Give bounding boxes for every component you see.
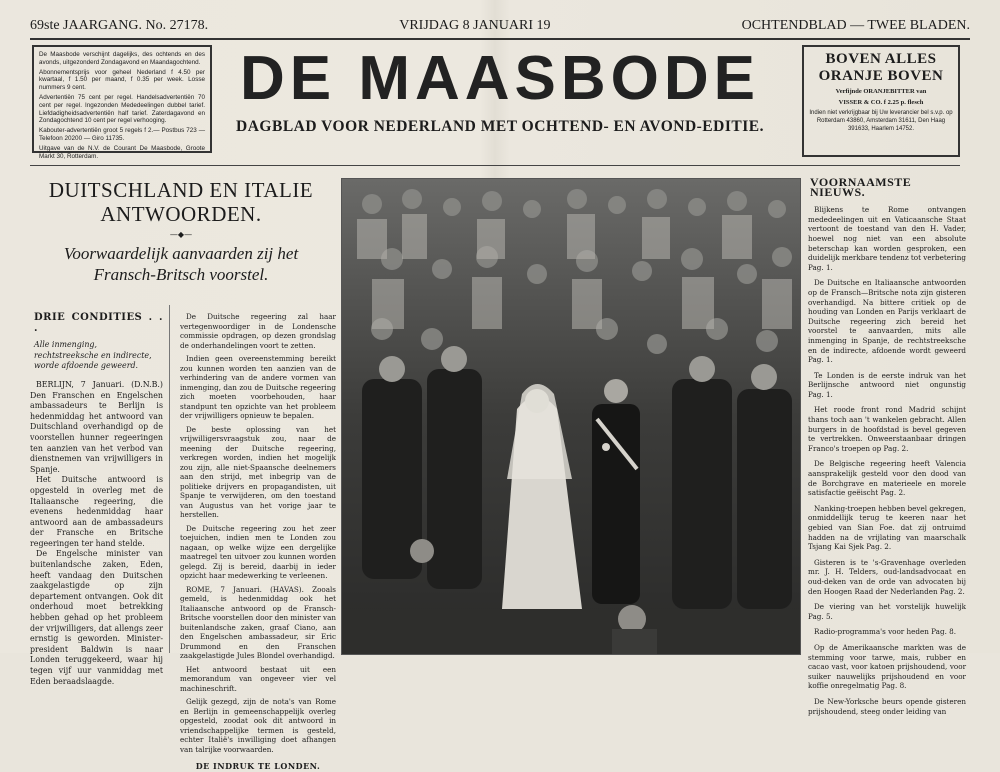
info-paragraph: Advertentiën 75 cent per regel. Handelsadvertentiën 70 cent per regel. Ingezonden Mededeelingen dubbel tarief. Liefdadigheidsadvertentiën half tarief. Zaterdagavond en Zondagochtend 10 cent per regel verhooging. bbox=[39, 93, 205, 125]
article-column-left bbox=[30, 305, 170, 686]
news-text: Radio-programma's voor heden bbox=[814, 627, 929, 637]
article-paragraph: Het Duitsche antwoord is opgesteld in overleg met de Italiaansche regeering, die evenens hedenmiddag haar antwoord aan de ambassadeurs der Fransche en Britsche regeeringen ter hand stelde. bbox=[30, 475, 163, 548]
lead-article-header bbox=[32, 178, 330, 285]
newspaper-title: DE MAASBODE bbox=[239, 44, 761, 113]
news-text: De Duitsche en Italiaansche antwoorden op de Fransch—Britsche nota zijn gisteren overhandigd. Na bittere critiek op de houding van Londen en Parijs verklaart de Duitsche regeering zich bereid het voorstel te aanvaarden, mits alle inmenging in Spanje, de rechtstreeksche en de indirecte, afdoende wordt geweerd bbox=[808, 278, 966, 355]
news-text: De viering van het vorstelijk huwelijk bbox=[814, 602, 966, 612]
article-paragraph: De Duitsche regeering zal haar vertegenwoordiger in de Londensche commissie opdragen, op dezen grondslag de onderhandelingen voort te zetten. bbox=[180, 312, 336, 350]
volume-number: 69ste JAARGANG. No. 27178. bbox=[30, 18, 209, 33]
news-text: Gisteren is te 's-Gravenhage overleden mr. J. H. Telders, oud-landsadvocaat en oud-deken van de orde van advocaten bij den Hoogen Raad der Nederlanden bbox=[808, 557, 966, 596]
news-item bbox=[808, 697, 966, 716]
article-paragraph: Het antwoord bestaat uit een memorandum van ongeveer vier vel machineschrift. bbox=[180, 664, 336, 693]
news-text: De New-Yorksche beurs opende gisteren prijshoudend, steeg onder leiding van bbox=[808, 696, 966, 716]
issue-date: VRIJDAG 8 JANUARI 19 bbox=[399, 18, 551, 33]
news-item bbox=[808, 371, 966, 400]
info-paragraph: De Maasbode verschijnt dagelijks, des ochtends en des avonds, uitgezonderd Zondagavond en Maandagochtend. bbox=[39, 51, 205, 66]
news-page-ref: Pag. 2. bbox=[866, 542, 892, 552]
italic-summary: Alle inmenging, rechtstreeksche en indirecte, worde afdoende geweerd. bbox=[34, 340, 152, 371]
news-item bbox=[808, 643, 966, 691]
ad-line-1: BOVEN ALLES bbox=[825, 51, 937, 67]
photo-image bbox=[342, 179, 800, 654]
subscription-info-box bbox=[32, 45, 212, 160]
edition-label: OCHTENDBLAD — TWEE BLADEN. bbox=[741, 18, 970, 33]
news-text: Nanking-troepen hebben bevel gekregen, onmiddellijk terug te keeren naar het gebied van Sian Foe. dat zij ontruimd hadden na de vrijlating van maarschalk Tsjang Kai Sjek bbox=[808, 503, 966, 552]
info-paragraph: Abonnementsprijs voor geheel Nederland f 4.50 per kwartaal, f 1.50 per maand, f 0.35 per week. Losse nummers 9 cent. bbox=[39, 68, 205, 92]
news-text: Het roode front rond Madrid schijnt thans toch aan 't wankelen gebracht. Allen burgers in de hoofdstad is bevel gegeven te vertrekken. Onweerstaanbaar dringen Franco's troepen op bbox=[808, 405, 966, 453]
ad-small-print: Indien niet verkrijgbaar bij Uw leverancier bel s.v.p. op Rotterdam 43860, Amsterdam 31611, Den Haag 391633, Haarlem 14752. bbox=[809, 110, 953, 132]
news-page-ref: Pag. 1. bbox=[808, 262, 833, 272]
news-page-ref: Pag. 8. bbox=[931, 627, 956, 637]
news-page-ref: Pag. 1. bbox=[808, 355, 833, 365]
article-paragraph: BERLIJN, 7 Januari. (D.N.B.) Den Franschen en Engelschen ambassadeurs te Berlijn is hedenmiddag het antwoord van Duitschland overhandigd op de voorstellen hunner regeeringen ten aanzien van het verbod van dienstnemen van vrijwilligers in Spanje. bbox=[30, 379, 163, 474]
article-paragraph: De beste oplossing van het vrijwilligersvraagstuk zou, naar de meening der Duitsche regeering, verkregen worden, indien het mogelijk zou zijn, alle niet-Spaansche deelnemers aan den strijd, met inbegrip van de politieke drijvers en propagandisten, uit Spanje te verwijderen, om den toestand van Augustus van het vorige jaar te herstellen. bbox=[180, 424, 336, 519]
lead-headline: DUITSCHLAND EN ITALIE ANTWOORDEN. bbox=[48, 178, 314, 226]
article-paragraph: ROME, 7 Januari. (HAVAS). Zooals gemeld, is hedenmiddag ook het Italiaansche antwoord op de Fransch-Britsche voorstellen door den minister van buitenlandsche zaken, graaf Ciano, aan den Engelschen ambassadeur, sir Eric Drummond en den Franschen zaakgelastigde Jules Blondel overhandigd. bbox=[180, 584, 336, 660]
ad-line-3: Verfijnde ORANJEBITTER van bbox=[835, 88, 927, 95]
news-page-ref: Pag. 1. bbox=[808, 389, 833, 399]
news-item bbox=[808, 459, 966, 497]
article-paragraph: Gelijk gezegd, zijn de nota's van Rome en Berlijn in gemeenschappelijk overleg opgesteld, zoodat ook dit antwoord in vriendschappelijke termen is gesteld, echter Italië's inwilliging doet afhangen van talrijke voorwaarden. bbox=[180, 697, 336, 754]
news-text: Te Londen is de eerste indruk van het Berlijnsche antwoord niet ongunstig bbox=[808, 370, 966, 390]
article-column-middle bbox=[176, 312, 336, 771]
article-paragraph: De Duitsche regeering zou het zeer toejuichen, indien men te Londen zou nagaan, op welke wijze een dergelijke maatregel ten uitvoer zou kunnen worden gelegd. Zij is bereid, daarbij in ieder opzicht haar medewerking te verleenen. bbox=[180, 523, 336, 580]
article-paragraph: De Engelsche minister van buitenlandsche zaken, Eden, heeft vandaag den Duitschen zaakgelastigde op zijn departement ontvangen. Ook dit onderhoud moet betrekking hebben gehad op het probleem der vrijwilligers, dat allengs zeer ernstig is geworden. Minister-president Baldwin is naar Londen teruggekeerd, waar hij tegen vijf uur vanmiddag met Eden beraadslaagde. bbox=[30, 549, 163, 686]
news-page-ref: Pag. 8. bbox=[881, 681, 907, 691]
news-item bbox=[808, 205, 966, 272]
news-heading: VOORNAAMSTE NIEUWS. bbox=[810, 175, 912, 199]
section-heading: DRIE CONDITIES . . . bbox=[34, 312, 163, 334]
advertisement-box bbox=[802, 45, 960, 157]
ad-line-4: VISSER & CO. f 2.25 p. flesch bbox=[838, 99, 924, 106]
newspaper-subtitle: DAGBLAD VOOR NEDERLAND MET OCHTEND- EN AVOND-EDITIE. bbox=[236, 118, 764, 135]
ad-line-2: ORANJE BOVEN bbox=[818, 68, 944, 84]
news-item bbox=[808, 558, 966, 596]
news-item bbox=[808, 278, 966, 364]
news-item bbox=[808, 627, 966, 637]
news-text: Op de Amerikaansche markten was de stemming voor tarwe, mais, rubber en cacao vast, voor katoen prijshoudend, voor suiker nauwelijks prijshoudend en voor koffie onregelmatig bbox=[808, 642, 966, 691]
section-subheading: DE INDRUK TE LONDEN. bbox=[195, 761, 321, 771]
main-news-column bbox=[808, 175, 966, 716]
lead-subheadline: Voorwaardelijk aanvaarden zij het Fransch-Britsch voorstel. bbox=[63, 244, 299, 284]
top-line bbox=[30, 18, 970, 40]
masthead bbox=[220, 42, 780, 136]
article-paragraph: Indien geen overeenstemming bereikt zou kunnen worden ten aanzien van de verhindering van de andere vormen van inmenging, dan zou de Duitsche regeering zich moeten voorbehouden, haar standpunt ten opzichte van het probleem der vrijwilligers opnieuw te bepalen. bbox=[180, 354, 336, 420]
news-item bbox=[808, 504, 966, 552]
news-text: De Belgische regeering heeft Valencia aansprakelijk gesteld voor den dood van de Borchgrave en materieele en morele satisfactie geëischt bbox=[808, 459, 966, 498]
info-paragraph: Uitgave van de N.V. de Courant De Maasbode, Groote Markt 30, Rotterdam. bbox=[39, 144, 205, 160]
news-page-ref: Pag. 5. bbox=[808, 611, 833, 621]
news-text: Blijkens te Rome ontvangen mededeelingen uit en Vaticaansche Staat vertoont de toestand van den H. Vader, hoewel nog niet van een absolute beterschap kan worden gesproken, een duidelijk merkbare tendenz tot verbetering bbox=[808, 205, 966, 263]
news-item bbox=[808, 602, 966, 621]
wedding-photograph bbox=[341, 178, 801, 655]
news-item bbox=[808, 405, 966, 453]
header-rule bbox=[30, 165, 960, 166]
news-page-ref: Pag. 2. bbox=[939, 586, 965, 596]
news-page-ref: Pag. 2. bbox=[883, 443, 909, 453]
news-page-ref: Pag. 2. bbox=[880, 488, 906, 498]
ornament-divider: —◆— bbox=[169, 230, 193, 239]
info-paragraph: Kabouter-advertentiën groot 5 regels f 2.— Postbus 723 — Telefoon 20200 — Giro 11735. bbox=[39, 127, 205, 142]
